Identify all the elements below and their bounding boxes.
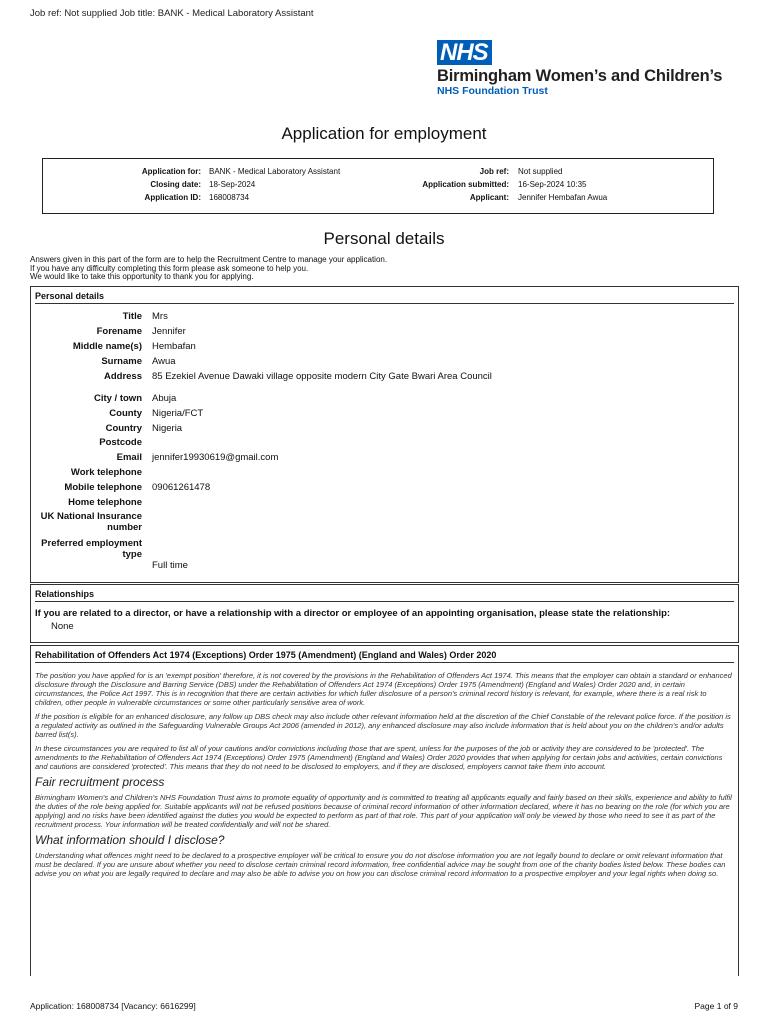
- closing-date-label: Closing date:: [150, 180, 201, 189]
- field-value: 09061261478: [152, 482, 211, 493]
- fair-recruitment-heading: Fair recruitment process: [35, 775, 165, 789]
- personal-details-box: [30, 286, 739, 583]
- organisation-trust: NHS Foundation Trust: [437, 85, 548, 97]
- relationships-box: [30, 584, 739, 643]
- field-value: Awua: [152, 356, 176, 367]
- field-value: Full time: [152, 560, 188, 571]
- field-value: Nigeria/FCT: [152, 408, 204, 419]
- rehabilitation-box: [30, 645, 739, 976]
- intro-line: Answers given in this part of the form are to help the Recruitment Centre to manage your application.: [30, 255, 388, 264]
- relationship-answer: None: [51, 621, 74, 632]
- field-label: City / town: [93, 393, 142, 404]
- organisation-name: Birmingham Women’s and Children’s: [437, 67, 723, 85]
- rehab-paragraph: In these circumstances you are required to list all of your cautions and/or convictions including those that are spent, unless for the purposes of the job or activity they are considered to be 'protected'. The amendments to the Rehabilitation of Offenders Act 1974 (Exceptions) Order 1975 (Amendment) (England and Wales) Order 2020 provides that when applying for certain jobs and activities, certain convictions and cautions are considered 'protected'. This means that they do not need to be disclosed to employers, and if they are disclosed, employers cannot take them into account.: [35, 744, 723, 771]
- rehab-paragraph: The position you have applied for is an 'exempt position' therefore, it is not covered by the provisions in the Rehabilitation of Offenders Act 1974. This means that the employer can obtain a standard or enhanced disclosure through the Disclosure and Barring Service (DBS) under the Rehabilitation of Offenders Act 1974 (Exceptions) Order 1975 (Amendment) (England and Wales) Order 2020 and, in certain circumstances, the Police Act 1997. This is in recognition that there are certain activities for which fuller disclosure of a person’s criminal record history is relevant, for example, where there is a real risk to children, other people in vulnerable circumstances or some other particularly sensitive area of work.: [35, 671, 732, 707]
- field-label: Preferred employment type: [41, 538, 142, 560]
- field-value: Abuja: [152, 393, 177, 404]
- field-value: Hembafan: [152, 341, 196, 352]
- personal-details-heading: Personal details: [35, 291, 734, 304]
- application-for-label: Application for:: [141, 167, 201, 176]
- footer-page-number: Page 1 of 9: [694, 1001, 738, 1011]
- section-title: Personal details: [323, 229, 445, 248]
- field-label: Surname: [101, 356, 142, 367]
- job-ref-label: Job ref:: [479, 167, 509, 176]
- field-label: Mobile telephone: [64, 482, 142, 493]
- field-label: Title: [122, 311, 142, 322]
- relationship-question: If you are related to a director, or have a relationship with a director or employee of an appointing organisation, please state the relationship:: [35, 608, 671, 619]
- field-label: Middle name(s): [72, 341, 142, 352]
- rehab-paragraph: Understanding what offences might need to be declared to a prospective employer will be critical to ensure you do not disclose information you are not legally bound to declare or omit relevant information that must be declared. If you are unsure about whether you need to disclose certain criminal record information, free confidential advice may be sought from one of the charity bodies listed below. These bodies can advise you on what you are legally required to declare and may also be able to advise you on how you can disclose criminal record information to a prospective employer and your legal rights when doing so.: [35, 851, 726, 878]
- nhs-logo-mark: NHS: [437, 40, 492, 65]
- application-submitted-label: Application submitted:: [422, 180, 509, 189]
- field-label: Forename: [96, 326, 142, 337]
- job-ref-value: Not supplied: [518, 167, 563, 176]
- applicant-label: Applicant:: [469, 193, 509, 202]
- intro-text: [30, 256, 387, 282]
- nhs-trust-logo: [437, 40, 737, 97]
- document-title: Application for employment: [281, 124, 487, 143]
- field-value: Mrs: [152, 311, 168, 322]
- intro-line: We would like to take this opportunity to thank you for applying.: [30, 272, 254, 281]
- field-label: Postcode: [99, 437, 142, 448]
- field-label: County: [109, 408, 142, 419]
- field-label: Email: [116, 452, 142, 463]
- application-for-value: BANK - Medical Laboratory Assistant: [209, 167, 341, 176]
- field-value: 85 Ezekiel Avenue Dawaki village opposite modern City Gate Bwari Area Council: [152, 371, 492, 382]
- relationships-heading: Relationships: [35, 589, 734, 602]
- field-label: Work telephone: [70, 467, 142, 478]
- field-label: Address: [103, 371, 142, 382]
- rehab-paragraph: Birmingham Women's and Children's NHS Foundation Trust aims to promote equality of opportunity and is committed to treating all applicants equally and fairly based on their skills, experience and ability to fulfil the duties of the role being applied for. Suitable applicants will not be refused positions because of criminal record information of other information declared, where it has no bearing on the role (for which you are applying) and no risks have been identified against the duties you would be expected to perform as part of that role. This part of your application will only be viewed by those who need to see it as part of the recruitment process. Your information will be treated confidentially and will not be shared.: [35, 793, 732, 829]
- applicant-value: Jennifer Hembafan Awua: [518, 193, 608, 202]
- field-value: Jennifer: [152, 326, 186, 337]
- intro-line: If you have any difficulty completing this form please ask someone to help you.: [30, 263, 309, 273]
- application-id-value: 168008734: [209, 193, 250, 202]
- closing-date-value: 18-Sep-2024: [209, 180, 256, 189]
- field-label: Home telephone: [68, 497, 142, 508]
- header-job-reference: Job ref: Not supplied Job title: BANK - Medical Laboratory Assistant: [30, 8, 314, 19]
- field-value: Nigeria: [152, 423, 183, 434]
- rehabilitation-heading: Rehabilitation of Offenders Act 1974 (Exceptions) Order 1975 (Amendment) (England and Wales) Order 2020: [35, 650, 734, 663]
- field-label: UK National Insurance number: [40, 511, 142, 533]
- field-value: jennifer19930619@gmail.com: [152, 452, 279, 463]
- rehab-paragraph: If the position is eligible for an enhanced disclosure, any follow up DBS check may also include other relevant information held at the discretion of the Chief Constable of the relevant police force. If the position is a regulated activity as outlined in the Safeguarding Vulnerable Groups Act 2006 (amended in 2012), any enhanced disclosure may also include information that is held about you on the children’s and/or adults barred list(s).: [35, 712, 731, 739]
- application-id-label: Application ID:: [144, 193, 201, 202]
- disclosure-heading: What information should I disclose?: [35, 833, 225, 847]
- application-submitted-value: 16-Sep-2024 10:35: [518, 180, 587, 189]
- field-label: Country: [105, 423, 142, 434]
- application-summary-box: [42, 158, 714, 214]
- footer-application-ref: Application: 168008734 [Vacancy: 6616299]: [30, 1001, 196, 1011]
